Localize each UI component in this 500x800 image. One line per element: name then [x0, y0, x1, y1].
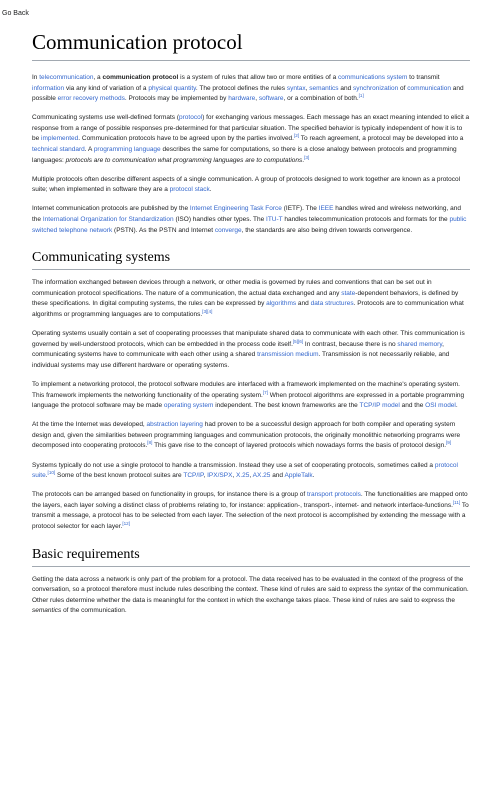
- text-run: When protocol algorithms are expressed in a portable programming language the protocol software may be made: [32, 391, 465, 410]
- citation-link[interactable]: [6]: [298, 338, 304, 344]
- wiki-link[interactable]: implemented: [41, 135, 79, 143]
- wiki-link[interactable]: telecommunication: [39, 74, 94, 81]
- text-run: . Protocols may be implemented by: [124, 95, 229, 103]
- paragraph: [32, 461, 470, 482]
- citation-ref: [122, 521, 130, 526]
- citation-link[interactable]: [7]: [262, 389, 268, 395]
- citation-link[interactable]: [1]: [358, 93, 364, 99]
- wiki-link[interactable]: OSI model: [425, 402, 456, 410]
- article-content: [32, 30, 470, 625]
- citation-link[interactable]: [5]: [292, 338, 298, 344]
- text-run: had proven to be a successful design approach for both compiler and operating system design and, given the similarities between programming languages and communication protocols, the originally monolithic networking programs were decomposed into cooperating protocols.: [32, 421, 461, 450]
- wiki-link[interactable]: communications system: [338, 74, 408, 81]
- text-run: . The protocol defines the rules: [195, 84, 287, 92]
- text-run: and: [338, 84, 354, 92]
- wiki-link[interactable]: information: [32, 84, 65, 92]
- paragraph: [32, 420, 470, 452]
- wiki-link[interactable]: International Organization for Standardization: [42, 216, 174, 224]
- paragraph: [32, 380, 470, 412]
- text-run: describes the same for computations, so there is a close analogy between protocols and programming languages:: [32, 146, 457, 164]
- text-run: ,: [305, 84, 310, 92]
- citation-ref: [207, 309, 212, 314]
- wiki-link[interactable]: programming language: [93, 146, 161, 154]
- text-run: handles telecommunication protocols and formats for the: [282, 216, 450, 224]
- citation-link[interactable]: [11]: [452, 499, 461, 505]
- text-run: handles wired and wireless networking, and the: [32, 205, 461, 224]
- citation-link[interactable]: [4]: [207, 308, 213, 314]
- go-back-link[interactable]: Go Back: [2, 10, 29, 17]
- text-run: and: [296, 300, 311, 308]
- text-run: is a system of rules that allow two or more entities of a: [178, 74, 339, 81]
- text-run: , the standards are also being driven towards convergence.: [241, 226, 413, 234]
- text-run: of: [398, 84, 408, 92]
- citation-ref: [359, 93, 364, 98]
- italic-text: syntax: [384, 586, 404, 594]
- wiki-link[interactable]: AX.25: [252, 472, 271, 480]
- text-run: Operating systems usually contain a set of cooperating processes that manipulate shared data to communicate with each other. This communication is governed by well-understood protocols, which can be embedded in the process code itself.: [32, 330, 465, 348]
- section-heading: Basic requirements: [32, 547, 470, 567]
- wiki-link[interactable]: converge: [214, 226, 242, 234]
- text-run: To reach agreement, a protocol may be developed into a: [299, 135, 464, 143]
- text-run: .: [455, 402, 458, 410]
- text-run: The protocols can be arranged based on functionality in groups, for instance there is a group of: [32, 491, 307, 499]
- wiki-link[interactable]: shared memory: [397, 340, 443, 348]
- citation-ref: [446, 440, 451, 445]
- text-run: .: [302, 156, 305, 164]
- wiki-link[interactable]: hardware: [228, 95, 256, 103]
- wiki-link[interactable]: transmission medium: [257, 351, 319, 359]
- paragraph: [32, 204, 470, 236]
- wiki-link[interactable]: AppleTalk: [284, 472, 313, 480]
- text-run: , a: [93, 74, 103, 81]
- text-run: and: [270, 472, 285, 480]
- text-run: .: [312, 472, 315, 480]
- paragraph: [32, 175, 470, 196]
- text-run: and the: [399, 402, 426, 410]
- text-run: (PSTN). As the PSTN and Internet: [112, 226, 215, 234]
- wiki-link[interactable]: public switched telephone network: [32, 216, 467, 234]
- wiki-link[interactable]: communication: [407, 84, 451, 92]
- wiki-link[interactable]: protocol: [179, 114, 203, 122]
- wiki-link[interactable]: algorithms: [266, 300, 297, 308]
- text-run: To transmit a message, a protocol has to be selected from each layer. The selection of the next protocol is accomplished by extending the message with a protocol selector for each layer.: [32, 501, 469, 530]
- wiki-link[interactable]: IPX/SPX: [207, 472, 233, 480]
- text-run: Internet communication protocols are published by the: [32, 205, 190, 213]
- wiki-link[interactable]: ITU-T: [266, 216, 283, 224]
- citation-link[interactable]: [12]: [122, 520, 130, 526]
- paragraph: [32, 278, 470, 320]
- citation-link[interactable]: [3]: [304, 154, 310, 160]
- text-run: In: [32, 74, 40, 81]
- wiki-link[interactable]: IEEE: [318, 205, 334, 213]
- italic-text: protocols are to communication what programming languages are to computations: [65, 156, 303, 164]
- text-run: (ISO) handles other types. The: [173, 216, 267, 224]
- paragraph: [32, 73, 470, 105]
- section-heading: Communicating systems: [32, 250, 470, 270]
- text-run: .: [45, 472, 48, 480]
- wiki-link[interactable]: TCP/IP: [183, 472, 204, 480]
- text-run: This gave rise to the concept of layered protocols which nowadays forms the basis of protocol design.: [152, 442, 447, 450]
- wiki-link[interactable]: semantics: [309, 84, 339, 92]
- text-run: ,: [203, 472, 208, 480]
- wiki-link[interactable]: abstraction layering: [146, 421, 203, 429]
- text-run: . The functionalities are mapped onto the layers, each layer solving a distinct class of problems relating to, for instance: application-, transport-, internet- and network interface-functions.: [32, 491, 468, 509]
- wiki-link[interactable]: syntax: [286, 84, 306, 92]
- bold-term: communication protocol: [102, 74, 179, 81]
- text-run: ,: [255, 95, 259, 103]
- text-run: to transmit: [407, 74, 440, 81]
- paragraph: [32, 329, 470, 371]
- citation-ref: [304, 155, 309, 160]
- text-run: Getting the data across a network is only part of the problem for a protocol. The data received has to be evaluated in the context of the progress of the conversation, so a protocol therefore must include rules describing the context. These kind of rules are said to express the: [32, 575, 464, 594]
- wiki-link[interactable]: X.25: [236, 472, 250, 480]
- page-title: Communication protocol: [32, 30, 470, 61]
- wiki-link[interactable]: TCP/IP model: [359, 402, 400, 410]
- paragraph: [32, 575, 470, 617]
- text-run: . Protocols are to communication what algorithms or programming languages are to computations.: [32, 300, 464, 318]
- wiki-link[interactable]: protocol stack: [169, 186, 210, 194]
- wiki-link[interactable]: Internet Engineering Task Force: [189, 205, 282, 213]
- text-run: -dependent behaviors, is defined by these specifications. In digital computing systems, the rules can be expressed by: [32, 289, 459, 308]
- paragraph: [32, 490, 470, 532]
- wiki-link[interactable]: state: [341, 289, 356, 297]
- text-run: Systems typically do not use a single protocol to handle a transmission. Instead they use a set of cooperating protocols, sometimes called a: [32, 461, 435, 469]
- wiki-link[interactable]: synchronization: [353, 84, 399, 92]
- citation-link[interactable]: [8]: [147, 440, 153, 446]
- paragraph: [32, 113, 470, 166]
- text-run: independent. The best known frameworks are the: [213, 402, 360, 410]
- text-run: of the communication.: [61, 607, 127, 615]
- text-run: Communicating systems use well-defined formats (: [32, 114, 180, 122]
- text-run: At the time the Internet was developed,: [32, 421, 147, 429]
- text-run: The information exchanged between devices through a network, or other media is governed by rules and conventions that can be set out in communication protocol specifications. The nature of a communication, the actual data exchanged and any: [32, 279, 432, 297]
- text-run: To implement a networking protocol, the protocol software modules are interfaced with a framework implemented on the machine's operating system. This framework implements the networking functionality of the operating system.: [32, 380, 460, 399]
- text-run: and possible: [32, 84, 464, 103]
- wiki-link[interactable]: physical quantity: [148, 84, 196, 92]
- citation-link[interactable]: [3]: [202, 308, 208, 314]
- text-run: ) for exchanging various messages. Each message has an exact meaning intended to elicit a response from a range of possible responses pre-determined for that particular situation. The specified behavior is typically independent of how it is to be: [32, 114, 470, 143]
- text-run: ,: [249, 472, 253, 480]
- text-run: (IETF). The: [281, 205, 319, 213]
- wiki-link[interactable]: technical standard: [32, 146, 85, 154]
- text-run: Some of the best known protocol suites are: [55, 472, 184, 480]
- text-run: of the communication. Other rules determine whether the data is meaningful for the context in which the exchange takes place. These kind of rules are said to express the: [32, 586, 469, 604]
- article-body: [32, 73, 470, 617]
- text-run: via any kind of variation of a: [64, 84, 149, 92]
- wiki-link[interactable]: data structures: [310, 300, 354, 308]
- wiki-link[interactable]: software: [258, 95, 284, 103]
- wiki-link[interactable]: error recovery methods: [57, 95, 125, 103]
- text-run: Multiple protocols often describe different aspects of a single communication. A group of protocols designed to work together are known as a protocol suite; when implemented in software they are a: [32, 175, 461, 194]
- text-run: , communicating systems have to communicate with each other using a shared: [32, 340, 444, 359]
- text-run: ,: [232, 472, 237, 480]
- text-run: . A: [84, 146, 94, 154]
- wiki-link[interactable]: operating system: [163, 402, 214, 410]
- italic-text: semantics: [32, 607, 62, 615]
- text-run: In contrast, because there is no: [303, 340, 398, 348]
- wiki-link[interactable]: protocol suite: [32, 461, 458, 480]
- text-run: . Transmission is not necessarily reliable, and individual systems may use different hardware or operating systems.: [32, 351, 450, 369]
- citation-link[interactable]: [10]: [47, 469, 56, 475]
- citation-link[interactable]: [2]: [293, 133, 300, 139]
- wiki-link[interactable]: transport protocols: [306, 491, 361, 499]
- citation-link[interactable]: [9]: [446, 440, 452, 446]
- text-run: .: [209, 186, 212, 194]
- text-run: , or a combination of both.: [283, 95, 359, 103]
- text-run: . Communication protocols have to be agreed upon by the parties involved.: [78, 135, 294, 143]
